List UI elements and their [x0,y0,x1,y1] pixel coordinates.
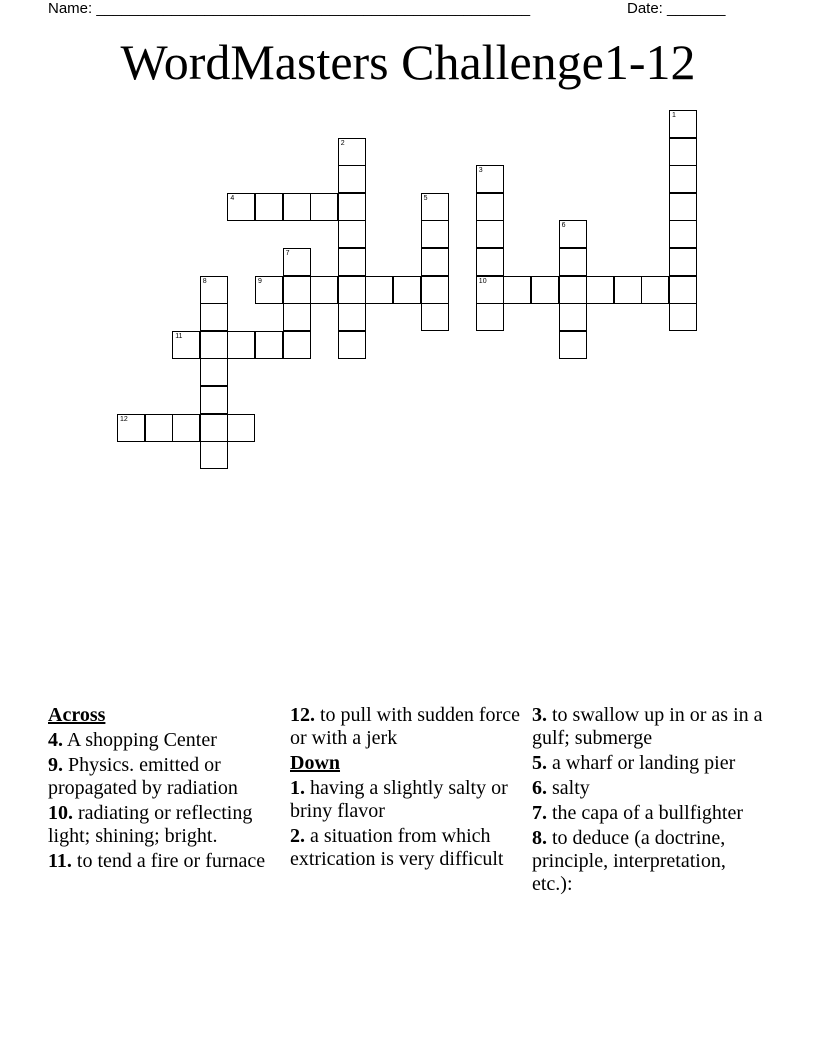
crossword-cell[interactable] [200,441,228,469]
crossword-cell[interactable] [255,276,283,304]
clue-across-10: 10. radiating or reflecting light; shining; bright. [48,802,253,847]
crossword-cell[interactable] [283,331,311,359]
crossword-cell[interactable] [641,276,669,304]
clue-across-9: 9. Physics. emitted or propagated by radiation [48,754,238,799]
crossword-cell[interactable] [200,276,228,304]
crossword-cell[interactable] [531,276,559,304]
clue-across-4: 4. A shopping Center [48,729,217,751]
crossword-cell[interactable] [283,193,311,221]
crossword-cell[interactable] [172,414,200,442]
crossword-cell[interactable] [476,165,504,193]
crossword-cell[interactable] [283,303,311,331]
crossword-cell[interactable] [227,193,255,221]
crossword-cell[interactable] [283,276,311,304]
crossword-cell[interactable] [310,193,338,221]
clue-down-8: 8. to deduce (a doctrine, principle, interpretation, etc.): [532,827,726,895]
crossword-cell[interactable] [669,110,697,138]
crossword-cell[interactable] [338,303,366,331]
name-field[interactable]: Name: ____________________________________________________ [48,0,531,17]
crossword-cell[interactable] [669,138,697,166]
cell-number: 2 [340,139,345,147]
crossword-cell[interactable] [421,220,449,248]
crossword-cell[interactable] [559,331,587,359]
crossword-cell[interactable] [503,276,531,304]
crossword-cell[interactable] [338,331,366,359]
crossword-cell[interactable] [614,276,642,304]
crossword-cell[interactable] [669,303,697,331]
clue-across-12: 12. to pull with sudden force or with a jerk [290,704,520,749]
clue-down-7: 7. the capa of a bullfighter [532,802,744,824]
clue-down-2: 2. a situation from which extrication is very difficult [290,825,504,870]
down-heading: Down [290,752,341,774]
crossword-cell[interactable] [669,276,697,304]
cell-number: 8 [202,277,207,285]
crossword-cell[interactable] [200,386,228,414]
crossword-cell[interactable] [145,414,173,442]
crossword-cell[interactable] [117,414,145,442]
crossword-cell[interactable] [227,331,255,359]
crossword-cell[interactable] [476,303,504,331]
crossword-cell[interactable] [200,414,228,442]
page-title: WordMasters Challenge1-12 [120,34,696,90]
clue-down-1: 1. having a slightly salty or briny flavor [290,777,508,822]
crossword-cell[interactable] [476,276,504,304]
crossword-cell[interactable] [421,276,449,304]
crossword-cell[interactable] [338,138,366,166]
cell-number: 10 [478,277,487,285]
crossword-grid [0,0,816,480]
crossword-cell[interactable] [559,303,587,331]
crossword-cell[interactable] [283,248,311,276]
cell-number: 7 [285,250,290,257]
crossword-cell[interactable] [421,193,449,221]
crossword-cell[interactable] [559,220,587,248]
cell-number: 3 [478,167,483,175]
crossword-cell[interactable] [338,220,366,248]
crossword-cell[interactable] [338,276,366,304]
clue-down-6: 6. salty [532,777,590,799]
cell-number: 9 [258,277,262,285]
clue-across-11: 11. to tend a fire or furnace [48,850,266,872]
crossword-cell[interactable] [559,248,587,276]
clues-column-2 [290,704,525,871]
crossword-cell[interactable] [559,276,587,304]
crossword-cell[interactable] [255,331,283,359]
crossword-cell[interactable] [669,165,697,193]
cell-number: 11 [175,332,183,340]
crossword-cell[interactable] [476,248,504,276]
crossword-cell[interactable] [227,414,255,442]
crossword-cell[interactable] [338,248,366,276]
cell-number: 1 [672,112,676,119]
clue-down-3: 3. to swallow up in or as in a gulf; submerge [532,704,763,749]
across-heading: Across [48,704,106,726]
crossword-cell[interactable] [338,165,366,193]
crossword-cell[interactable] [200,358,228,386]
crossword-cell[interactable] [365,276,393,304]
crossword-cell[interactable] [586,276,614,304]
crossword-cell[interactable] [172,331,200,359]
crossword-cell[interactable] [310,276,338,304]
crossword-cell[interactable] [255,193,283,221]
crossword-cell[interactable] [669,193,697,221]
crossword-cell[interactable] [476,220,504,248]
crossword-cell[interactable] [669,220,697,248]
crossword-cell[interactable] [393,276,421,304]
date-field[interactable]: Date: _______ [627,0,726,17]
clue-down-5: 5. a wharf or landing pier [532,752,736,774]
crossword-cell[interactable] [669,248,697,276]
crossword-cell[interactable] [476,193,504,221]
crossword-cell[interactable] [421,303,449,331]
crossword-cell[interactable] [338,193,366,221]
clues-column-1 [48,704,283,873]
cell-number: 5 [423,194,428,202]
crossword-cell[interactable] [421,248,449,276]
clues-column-3 [532,704,767,896]
cell-number: 6 [561,222,566,230]
crossword-cell[interactable] [200,303,228,331]
crossword-cell[interactable] [200,331,228,359]
cell-number: 4 [230,194,235,202]
cell-number: 12 [120,415,128,423]
